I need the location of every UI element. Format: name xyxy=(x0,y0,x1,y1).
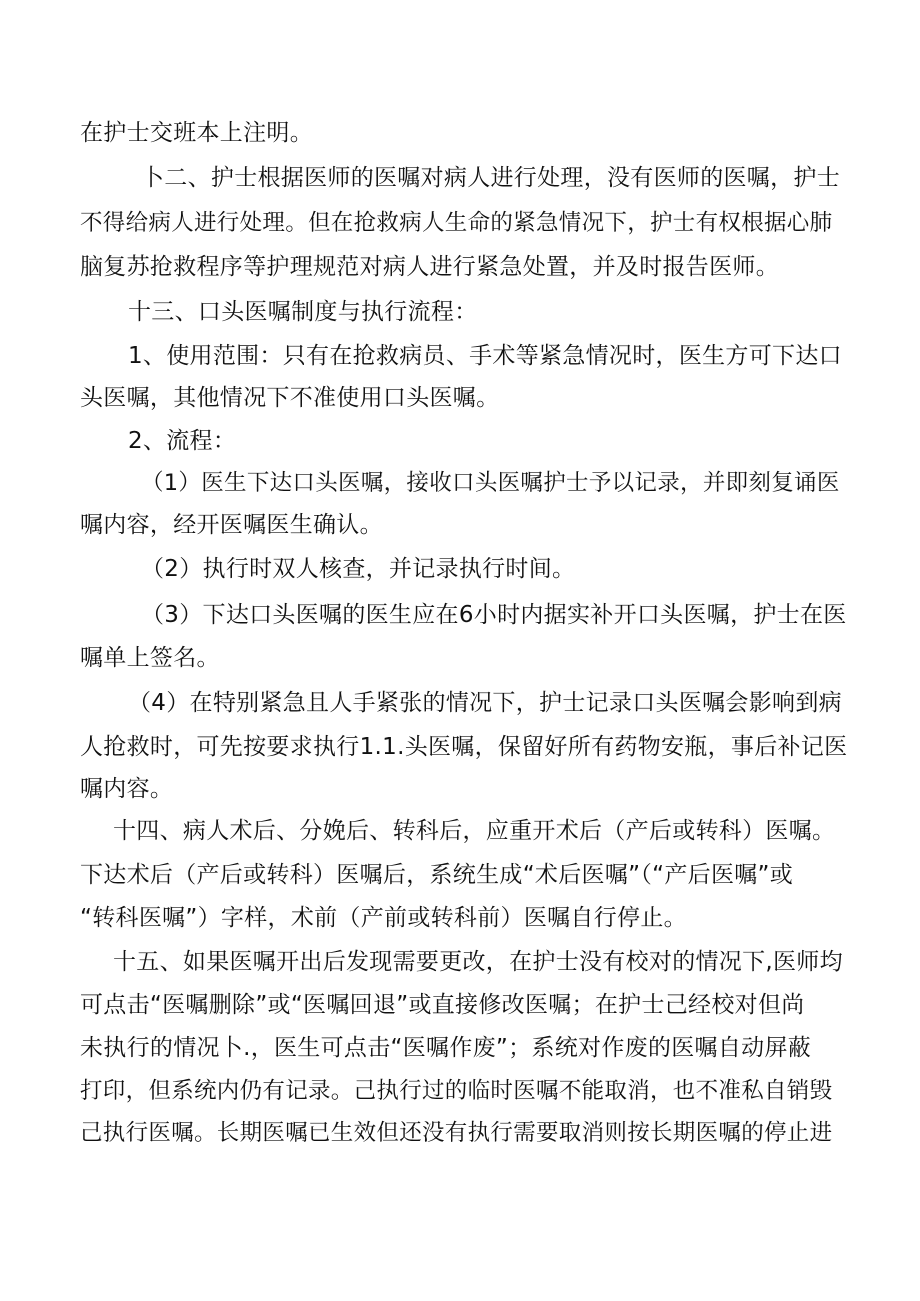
text-line: 十三、口头医嘱制度与执行流程： xyxy=(128,299,478,325)
text-line: 打印，但系统内仍有记录。己执行过的临时医嘱不能取消，也不准私自销毁 xyxy=(80,1078,833,1104)
text-line: 在护士交班本上注明。 xyxy=(80,120,313,146)
text-line: 下达术后（产后或转科）医嘱后，系统生成“术后医嘱”（“产后医嘱”或 xyxy=(80,862,794,888)
text-line: 嘱单上签名。 xyxy=(80,645,220,671)
text-line: 可点击“医嘱删除”或“医嘱回退”或直接修改医嘱；在护士己经校对但尚 xyxy=(80,992,805,1018)
text-line: （2）执行时双人核查，并记录执行时间。 xyxy=(141,556,576,582)
text-line: 2、流程： xyxy=(128,428,237,454)
text-line: 脑复苏抢救程序等护理规范对病人进行紧急处置，并及时报告医师。 xyxy=(80,254,779,280)
text-line: 己执行医嘱。长期医嘱已生效但还没有执行需要取消则按长期医嘱的停止进 xyxy=(80,1120,833,1146)
text-line: （1）医生下达口头医嘱，接收口头医嘱护士予以记录，并即刻复诵医 xyxy=(141,470,840,496)
text-line: 未执行的情况卜.，医生可点击“医嘱作废”；系统对作废的医嘱自动屏蔽 xyxy=(80,1035,812,1061)
text-line: 十五、如果医嘱开出后发现需要更改，在护士没有校对的情况下,医师均 xyxy=(113,949,843,975)
text-line: （4）在特别紧急且人手紧张的情况下，护士记录口头医嘱会影响到病 xyxy=(128,690,842,716)
text-line: “转科医嘱”）字样，术前（产前或转科前）医嘱自行停止。 xyxy=(80,905,687,931)
text-line: 嘱内容。 xyxy=(80,776,174,802)
text-line: 卜二、护士根据医师的医嘱对病人进行处理，没有医师的医嘱，护士 xyxy=(141,165,840,191)
text-line: （3）下达口头医嘱的医生应在6小时内据实补开口头医嘱，护士在医 xyxy=(141,602,847,628)
text-line: 不得给病人进行处理。但在抢救病人生命的紧急情况下，护士有权根据心肺 xyxy=(80,210,833,236)
text-line: 嘱内容，经开医嘱医生确认。 xyxy=(80,512,383,538)
text-line: 1、使用范围：只有在抢救病员、手术等紧急情况时，医生方可下达口 xyxy=(128,343,842,369)
text-line: 头医嘱，其他情况下不准使用口头医嘱。 xyxy=(80,385,500,411)
text-line: 十四、病人术后、分娩后、转科后，应重开术后（产后或转科）医嘱。 xyxy=(113,818,836,844)
text-line: 人抢救时，可先按要求执行1.1.头医嘱，保留好所有药物安瓶，事后补记医 xyxy=(80,734,848,760)
